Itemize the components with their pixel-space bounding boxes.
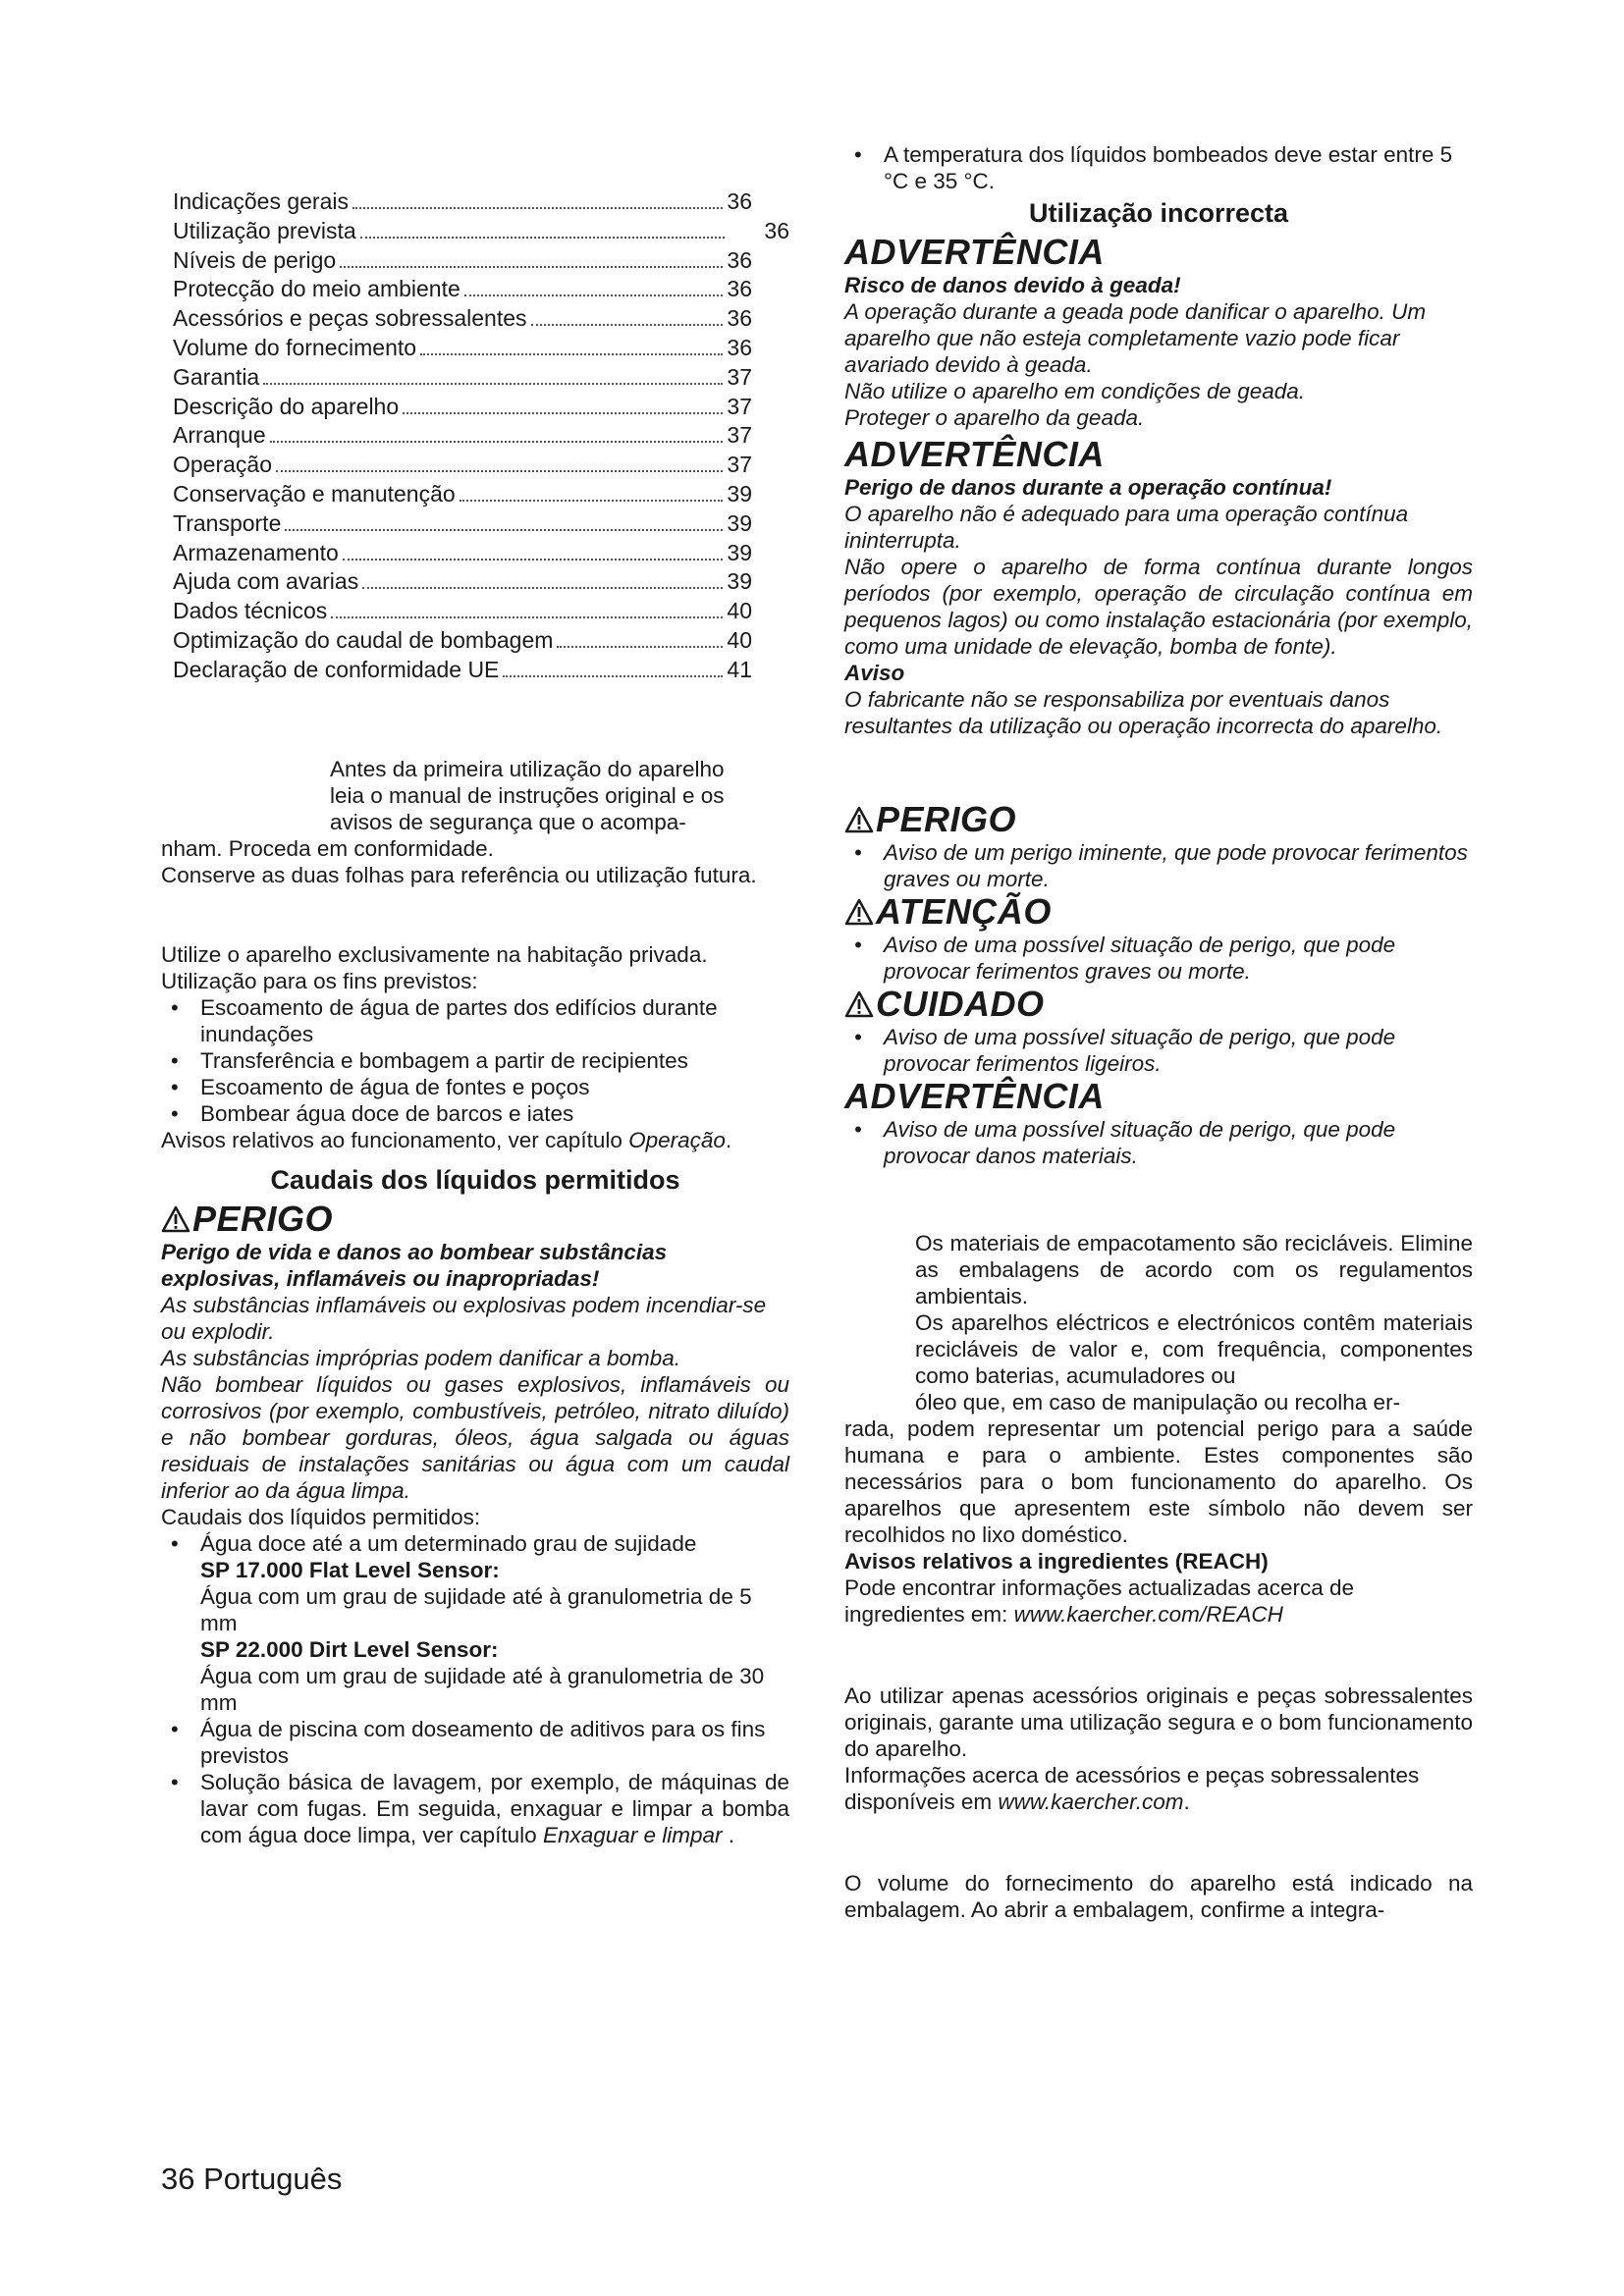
section-title: Caudais dos líquidos permitidos [270, 1164, 680, 1195]
intended-use: Utilize o aparelho exclusivamente na habitação privada. Utilização para os fins previstos: • Escoamento de água de partes dos edifícios durante inundações • Transferência e bombagem a partir de recipientes • Escoamento de água de fontes e poços • Bombear água doce de barcos e iates Avisos relativos ao funcionamento, ver capítulo Operação. [161, 941, 789, 1153]
list-item: • Transferência e bombagem a partir de recipientes [161, 1047, 789, 1074]
toc-row[interactable]: Optimização do caudal de bombagem 40 [173, 626, 752, 653]
environment-protection: Os materiais de empacotamento são recicláveis. Elimine as embalagens de acordo com os regulamentos ambientais. Os aparelhos eléctricos e electrónicos contêm materiais recicláveis de valor e, com frequência, componentes como baterias, acumuladores ou óleo que, em caso de manipulação ou recolha er- rada, podem representar um potencial perigo para a saúde humana e para o ambiente. Estes componentes são necessários para o bom funcionamento do aparelho. Os aparelhos que apresentem este símbolo não devem ser recolhidos no lixo doméstico. Avisos relativos a ingredientes (REACH) Pode encontrar informações actualizadas acerca de ingredientes em: www.kaercher.com/REACH [844, 1231, 1473, 1627]
intended-use-list [161, 994, 789, 1127]
list-item: • Escoamento de água de partes dos edifícios durante inundações [161, 994, 789, 1047]
warning-triangle-icon [844, 898, 874, 926]
reach-title: Avisos relativos a ingredientes (REACH) [844, 1549, 1269, 1574]
warning-heading: ADVERTÊNCIA [844, 232, 1105, 272]
toc-row[interactable]: Níveis de perigo 36 [173, 246, 752, 273]
list-item: • Aviso de um perigo iminente, que pode provocar ferimentos graves ou morte. [844, 839, 1473, 892]
reach-link[interactable]: www.kaercher.com/REACH [1013, 1602, 1283, 1627]
toc-row[interactable]: Protecção do meio ambiente 36 [173, 276, 752, 302]
warning-heading: ADVERTÊNCIA [844, 434, 1105, 474]
toc-row[interactable]: Transporte 39 [173, 509, 752, 536]
caution-heading: ATENÇÃO [844, 892, 1473, 932]
list-item: • Água doce até a um determinado grau de sujidade SP 17.000 Flat Level Sensor: Água com um grau de sujidade até à granulometria de 5 mm SP 22.000 Dirt Level Sensor: Água com um grau de sujidade até à granulometria de 30 mm [161, 1530, 789, 1716]
hazard-levels [844, 800, 1473, 1169]
left-column [161, 187, 789, 1848]
general-notes: Antes da primeira utilização do aparelho leia o manual de instruções original e os avisos de segurança que o acompa- nham. Proceda em conformidade. Conserve as duas folhas para referência ou utilização futura. [161, 756, 757, 887]
warning-triangle-icon [844, 806, 874, 833]
toc-row[interactable]: Arranque 37 [173, 422, 752, 449]
accessories: Ao utilizar apenas acessórios originais e peças sobressalentes originais, garante uma utilização segura e o bom funcionamento do aparelho. Informações acerca de acessórios e peças sobressalentes disponíveis em www.kaercher.com. [844, 1683, 1473, 1814]
list-item: • Água de piscina com doseamento de aditivos para os fins previstos [161, 1716, 789, 1769]
section-title: Utilização incorrecta [1028, 198, 1289, 228]
operation-link[interactable]: Operação [628, 1127, 726, 1152]
list-item: • Aviso de uma possível situação de perigo, que pode provocar ferimentos graves ou morte. [844, 932, 1473, 985]
table-of-contents [173, 187, 789, 685]
warning-heading: ADVERTÊNCIA [844, 1076, 1105, 1116]
rinse-clean-link[interactable]: Enxaguar e limpar [542, 1822, 723, 1847]
careful-heading: CUIDADO [844, 985, 1473, 1024]
toc-row[interactable]: Volume do fornecimento 36 [173, 334, 752, 360]
toc-row[interactable]: Declaração de conformidade UE 41 [173, 656, 752, 682]
toc-row[interactable]: Operação 37 [173, 452, 752, 478]
list-item: • Aviso de uma possível situação de perigo, que pode provocar ferimentos ligeiros. [844, 1024, 1473, 1077]
list-item: • A temperatura dos líquidos bombeados deve estar entre 5 °C e 35 °C. [844, 141, 1473, 194]
right-column: • A temperatura dos líquidos bombeados deve estar entre 5 °C e 35 °C. Utilização incorrecta ADVERTÊNCIA Risco de danos devido à geada! A operação durante a geada pode danificar o aparelho. Um aparelho que não esteja completamente vazio pode ficar avariado devido à geada. Não utilize o aparelho em condições de geada. Proteger o aparelho da geada. ADVERTÊNCIA Perigo de danos durante a operação contínua! O aparelho não é adequado para uma operação contínua ininterrupta. Não opere o aparelho de forma contínua durante longos períodos (por exemplo, operação de circulação contínua em pequenos lagos) ou como instalação estacionária (por exemplo, como uma unidade de elevação, bomba de fonte). Aviso O fabricante não se responsabiliza por eventuais danos resultantes da utilização ou operação incorrecta do aparelho. PERIGO • Aviso de um perigo iminente, que pode provocar ferimentos graves ou morte. ATENÇÃO • Aviso de uma possível situação de perigo, que pode provocar ferimentos graves ou morte. CUIDADO • Aviso de uma possível situação de perigo, que pode provocar ferimentos ligeiros. ADVERTÊNCIA • Aviso de uma possível situação de perigo, que pode provocar danos materiais. Os materiais de empacotamento são recicláveis. Elimine as embalagens de acordo com os regulamentos ambientais. Os aparelhos eléctricos e electrónicos contêm materiais recicláveis de valor e, com frequência, componentes como baterias, acumuladores ou óleo que, em caso de manipulação ou recolha er- rada, podem representar um potencial perigo para a saúde humana e para o ambiente. Estes componentes são necessários para o bom funcionamento do aparelho. Os aparelhos que apresentem este símbolo não devem ser recolhidos no lixo doméstico. Avisos relativos a ingredientes (REACH) Pode encontrar informações actualizadas acerca de ingredientes em: www.kaercher.com/REACH Ao utilizar apenas acessórios originais e peças sobressalentes originais, garante uma utilização segura e o bom funcionamento do aparelho. Informações acerca de acessórios e peças sobressalentes disponíveis em www.kaercher.com. O volume do fornecimento do aparelho está indicado na embalagem. Ao abrir a embalagem, confirme a integra- [844, 141, 1473, 1923]
page-footer: 36 Português [161, 2162, 343, 2196]
toc-row[interactable]: Ajuda com avarias 39 [173, 568, 752, 595]
warning-triangle-icon [161, 1205, 190, 1233]
toc-row[interactable]: Indicações gerais 36 [173, 188, 752, 214]
toc-row[interactable]: Descrição do aparelho 37 [173, 393, 752, 419]
toc-row[interactable]: Dados técnicos 40 [173, 598, 752, 624]
list-item: • Aviso de uma possível situação de perigo, que pode provocar danos materiais. [844, 1116, 1473, 1169]
danger-heading: PERIGO [844, 800, 1473, 839]
toc-row[interactable]: Garantia 37 [173, 363, 752, 390]
scope-of-delivery: O volume do fornecimento do aparelho está indicado na embalagem. Ao abrir a embalagem, confirme a integra- [844, 1871, 1473, 1922]
toc-row[interactable]: Conservação e manutenção 39 [173, 480, 752, 507]
operation-note: Avisos relativos ao funcionamento, ver capítulo Operação. [161, 1127, 732, 1152]
list-item: • Bombear água doce de barcos e iates [161, 1100, 789, 1127]
warning-triangle-icon [844, 990, 874, 1018]
permitted-liquids-list [161, 1530, 789, 1848]
permitted-liquids: Caudais dos líquidos permitidos PERIGO Perigo de vida e danos ao bombear substâncias explosivas, inflamáveis ou inapropriadas! As substâncias inflamáveis ou explosivas podem incendiar-se ou explodir. As substâncias impróprias podem danificar a bomba. Não bombear líquidos ou gases explosivos, inflamáveis ou corrosivos (por exemplo, combustíveis, petróleo, nitrato diluído) e não bombear gorduras, óleos, água salgada ou águas residuais de instalações sanitárias ou água com um caudal inferior ao da água limpa. Caudais dos líquidos permitidos: • Água doce até a um determinado grau de sujidade SP 17.000 Flat Level Sensor: Água com um grau de sujidade até à granulometria de 5 mm SP 22.000 Dirt Level Sensor: Água com um grau de sujidade até à granulometria de 30 mm • Água de piscina com doseamento de aditivos para os fins previstos • Solução básica de lavagem, por exemplo, de máquinas de lavar com fugas. Em seguida, enxaguar e limpar a bomba com água doce limpa, ver capítulo Enxaguar e limpar . [161, 1167, 789, 1848]
list-item: • Escoamento de água de fontes e poços [161, 1074, 789, 1100]
danger-heading: PERIGO [161, 1200, 789, 1239]
toc-row[interactable]: Utilização prevista 36 [173, 217, 789, 243]
toc-row[interactable]: Acessórios e peças sobressalentes 36 [173, 305, 752, 332]
kaercher-link[interactable]: www.kaercher.com [998, 1789, 1184, 1814]
temperature-list [844, 141, 1473, 194]
list-item: • Solução básica de lavagem, por exemplo, de máquinas de lavar com fugas. Em seguida, enxaguar e limpar a bomba com água doce limpa, ver capítulo Enxaguar e limpar . [161, 1769, 789, 1848]
toc-row[interactable]: Armazenamento 39 [173, 539, 752, 565]
